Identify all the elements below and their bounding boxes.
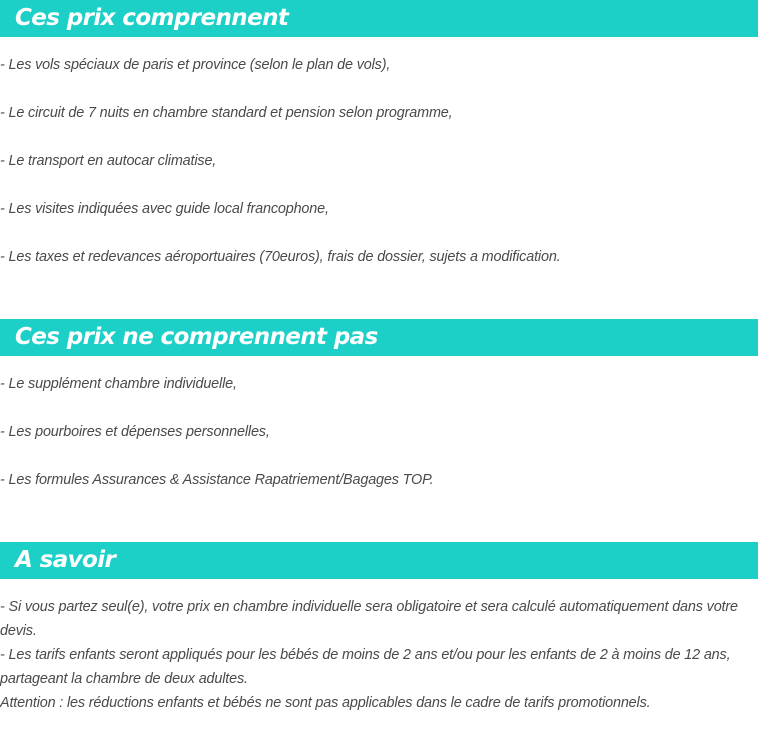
to-know-paragraph: - Les tarifs enfants seront appliqués pour les bébés de moins de 2 ans et/ou pour les enfants de 2 à moins de 12 ans, partageant la chambre de deux adultes. [0, 647, 731, 687]
section-banner-included [0, 0, 758, 37]
not-included-item: - Les pourboires et dépenses personnelles, [0, 424, 270, 440]
included-item: - Les vols spéciaux de paris et province (selon le plan de vols), [0, 57, 391, 73]
section-banner-to-know [0, 542, 758, 579]
section-included [0, 0, 758, 37]
section-title-not-included: Ces prix ne comprennent pas [15, 324, 378, 350]
not-included-item: - Le supplément chambre individuelle, [0, 376, 237, 392]
included-item: - Les taxes et redevances aéroportuaires (70euros), frais de dossier, sujets a modification. [0, 249, 561, 265]
section-banner-not-included [0, 319, 758, 356]
section-to-know [0, 542, 758, 579]
included-item: - Le transport en autocar climatise, [0, 153, 217, 169]
included-item: - Les visites indiquées avec guide local francophone, [0, 201, 329, 217]
section-title-to-know: A savoir [15, 547, 116, 573]
section-not-included [0, 319, 758, 356]
not-included-item: - Les formules Assurances & Assistance Rapatriement/Bagages TOP. [0, 472, 434, 488]
included-item: - Le circuit de 7 nuits en chambre standard et pension selon programme, [0, 105, 453, 121]
to-know-paragraph: - Si vous partez seul(e), votre prix en chambre individuelle sera obligatoire et sera calculé automatiquement dans votre devis. [0, 599, 738, 639]
to-know-paragraph: Attention : les réductions enfants et bébés ne sont pas applicables dans le cadre de tarifs promotionnels. [0, 695, 651, 711]
section-title-included: Ces prix comprennent [15, 5, 289, 31]
